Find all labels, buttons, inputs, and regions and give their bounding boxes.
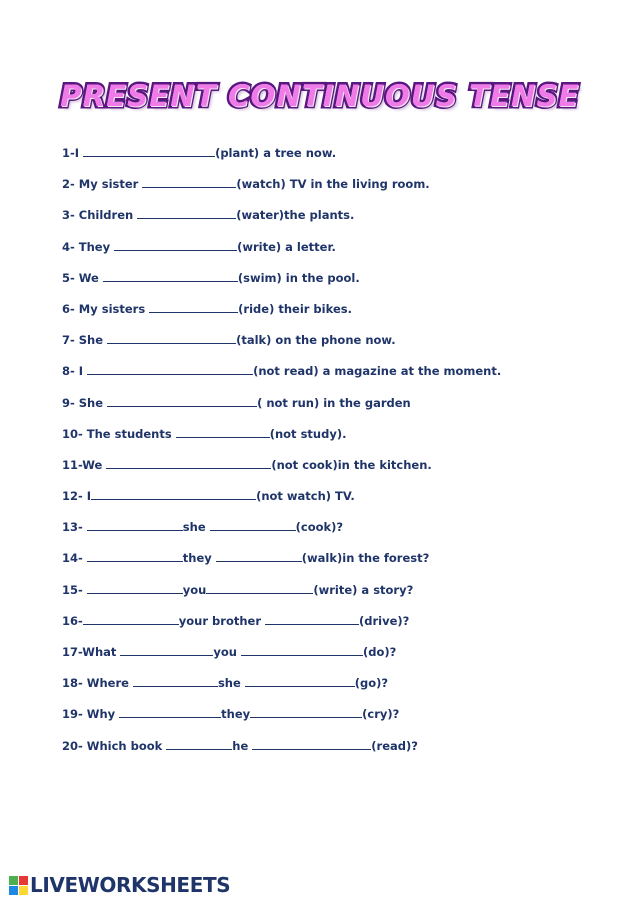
question-text: (write) a letter. xyxy=(237,239,336,254)
question-row xyxy=(62,547,622,578)
answer-blank[interactable] xyxy=(83,613,179,625)
question-tail-text: (do)? xyxy=(363,645,397,659)
question-prompt: 1-I xyxy=(62,146,84,160)
answer-blank[interactable] xyxy=(119,706,221,718)
question-prompt: 7- She xyxy=(62,333,108,348)
question-row xyxy=(62,672,622,703)
question-row xyxy=(62,329,622,360)
logo-cell xyxy=(19,876,28,885)
question-text: she xyxy=(182,520,210,535)
question-prompt: 15- xyxy=(62,582,87,597)
answer-blank[interactable] xyxy=(83,145,215,157)
answer-blank[interactable] xyxy=(206,582,313,594)
answer-blank[interactable] xyxy=(87,550,183,562)
question-prompt: 14- xyxy=(62,551,87,566)
question-text: you xyxy=(213,645,241,659)
question-row xyxy=(62,454,622,485)
answer-blank[interactable] xyxy=(120,644,213,656)
question-prompt: 11-We xyxy=(62,457,107,472)
question-row xyxy=(62,392,622,423)
question-text: they xyxy=(221,707,251,722)
answer-blank[interactable] xyxy=(137,207,236,219)
question-prompt: 17-What xyxy=(62,645,121,659)
answer-blank[interactable] xyxy=(149,301,238,313)
question-row xyxy=(62,735,622,766)
answer-blank[interactable] xyxy=(210,519,296,531)
question-text: (plant) a tree now. xyxy=(215,146,337,160)
answer-blank[interactable] xyxy=(166,738,232,750)
question-prompt: 6- My sisters xyxy=(62,301,150,316)
question-row xyxy=(62,204,622,235)
logo-cell xyxy=(9,886,18,895)
question-row xyxy=(62,641,622,672)
question-row xyxy=(62,610,622,641)
question-text: (not study). xyxy=(269,426,347,441)
question-list xyxy=(62,142,622,766)
answer-blank[interactable] xyxy=(114,239,237,251)
question-text: (watch) TV in the living room. xyxy=(236,177,430,192)
answer-blank[interactable] xyxy=(250,706,362,718)
question-tail-text: (cry)? xyxy=(362,707,400,722)
question-prompt: 4- They xyxy=(62,239,115,254)
question-tail-text: (read)? xyxy=(371,738,418,753)
question-tail-text: (drive)? xyxy=(359,613,410,628)
question-row xyxy=(62,360,622,391)
page-title: PRESENT CONTINUOUS TENSE xyxy=(60,79,580,113)
answer-blank[interactable] xyxy=(176,426,270,438)
question-prompt: 18- Where xyxy=(62,676,133,691)
logo-cell xyxy=(9,876,18,885)
answer-blank[interactable] xyxy=(87,519,183,531)
question-prompt: 10- The students xyxy=(62,426,176,441)
question-prompt: 3- Children xyxy=(62,208,138,223)
question-text: (not cook)in the kitchen. xyxy=(271,457,432,472)
question-row xyxy=(62,579,622,610)
question-prompt: 8- I xyxy=(62,364,88,379)
question-row xyxy=(62,173,622,204)
answer-blank[interactable] xyxy=(91,488,256,500)
question-prompt: 12- I xyxy=(62,489,92,504)
worksheet-title-container xyxy=(0,76,640,116)
question-row xyxy=(62,703,622,734)
question-row xyxy=(62,267,622,298)
answer-blank[interactable] xyxy=(106,457,271,469)
answer-blank[interactable] xyxy=(245,675,355,687)
question-tail-text: (go)? xyxy=(354,676,389,691)
question-tail-text: (write) a story? xyxy=(313,582,414,597)
answer-blank[interactable] xyxy=(241,644,363,656)
answer-blank[interactable] xyxy=(103,270,238,282)
question-prompt: 19- Why xyxy=(62,707,120,722)
answer-blank[interactable] xyxy=(216,550,302,562)
answer-blank[interactable] xyxy=(87,363,253,375)
question-text: they xyxy=(182,551,216,566)
question-text: (not read) a magazine at the moment. xyxy=(253,364,502,379)
question-row xyxy=(62,485,622,516)
question-row xyxy=(62,516,622,547)
question-text: ( not run) in the garden xyxy=(257,395,411,410)
logo-cell xyxy=(19,886,28,895)
question-prompt: 16- xyxy=(62,613,83,628)
question-text: (not watch) TV. xyxy=(256,489,355,504)
question-tail-text: (cook)? xyxy=(295,520,344,535)
question-prompt: 5- We xyxy=(62,270,103,285)
question-text: he xyxy=(232,738,253,753)
question-text: (talk) on the phone now. xyxy=(236,333,396,348)
answer-blank[interactable] xyxy=(133,675,218,687)
answer-blank[interactable] xyxy=(107,395,257,407)
answer-blank[interactable] xyxy=(265,613,359,625)
answer-blank[interactable] xyxy=(87,582,183,594)
question-row xyxy=(62,423,622,454)
question-text: (swim) in the pool. xyxy=(237,270,360,285)
question-row xyxy=(62,236,622,267)
question-prompt: 9- She xyxy=(62,395,108,410)
question-prompt: 2- My sister xyxy=(62,177,143,192)
liveworksheets-brand-label: LIVEWORKSHEETS xyxy=(30,873,231,897)
question-tail-text: (walk)in the forest? xyxy=(301,551,430,566)
question-prompt: 20- Which book xyxy=(62,738,167,753)
answer-blank[interactable] xyxy=(142,176,236,188)
footer-branding xyxy=(9,873,231,897)
question-text: (ride) their bikes. xyxy=(238,301,352,316)
question-text: your brother xyxy=(178,613,266,628)
question-text: (water)the plants. xyxy=(236,208,355,223)
answer-blank[interactable] xyxy=(107,332,236,344)
question-text: you xyxy=(182,582,207,597)
question-row xyxy=(62,298,622,329)
question-prompt: 13- xyxy=(62,520,87,535)
answer-blank[interactable] xyxy=(252,738,371,750)
question-row xyxy=(62,142,622,173)
question-text: she xyxy=(217,676,245,691)
liveworksheets-logo-icon xyxy=(9,876,28,895)
